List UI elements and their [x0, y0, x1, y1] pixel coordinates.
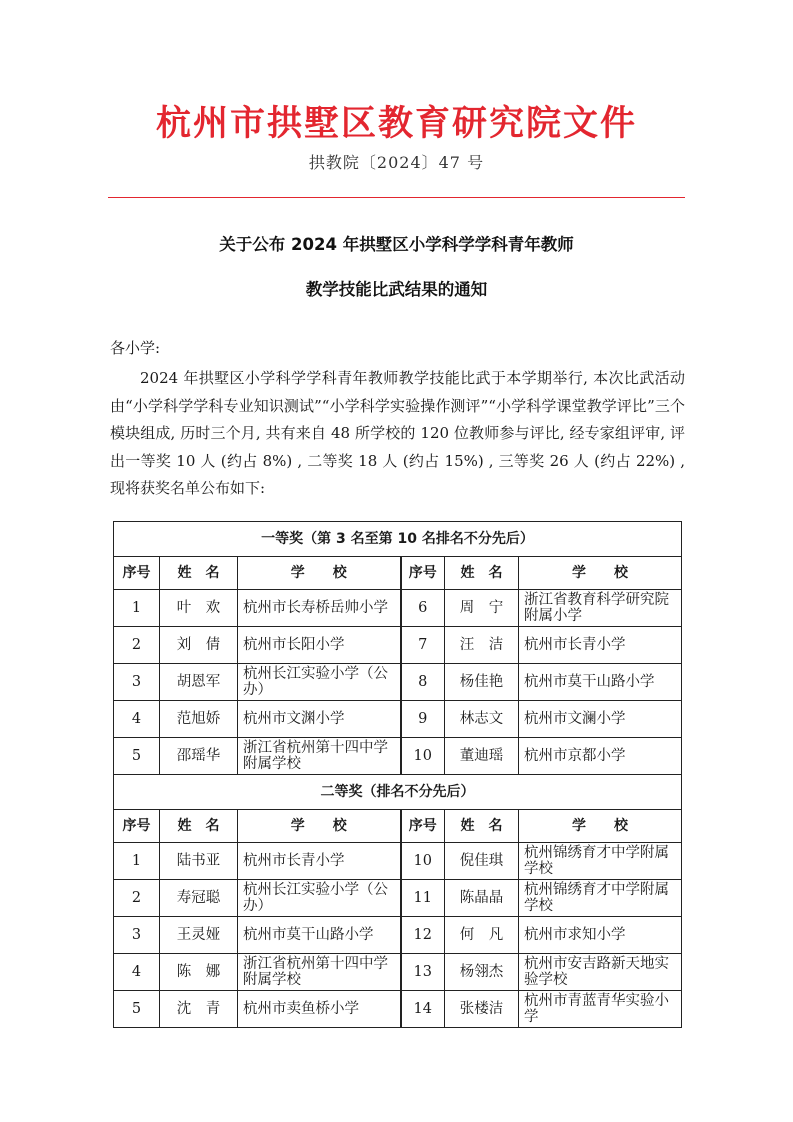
award-list-table: [113, 521, 682, 1028]
school-cell: 杭州市文渊小学: [238, 701, 401, 738]
salutation: 各小学:: [110, 339, 161, 357]
rank-cell: 7: [401, 627, 445, 664]
rank-cell: 10: [401, 843, 445, 880]
school-cell: 杭州长江实验小学（公办）: [238, 880, 401, 917]
school-cell: 杭州市莫干山路小学: [238, 917, 401, 954]
name-cell: 杨翎杰: [445, 954, 519, 991]
rank-cell: 1: [114, 590, 160, 627]
column-header: 序号: [114, 557, 160, 590]
column-header: 序号: [114, 810, 160, 843]
rank-cell: 1: [114, 843, 160, 880]
school-cell: 杭州市卖鱼桥小学: [238, 991, 401, 1028]
award-section-title: 二等奖（排名不分先后）: [114, 775, 682, 810]
table-row: [114, 880, 682, 917]
rank-cell: 11: [401, 880, 445, 917]
award-section-title: 一等奖（第 3 名至第 10 名排名不分先后）: [114, 522, 682, 557]
rank-cell: 9: [401, 701, 445, 738]
name-cell: 汪 洁: [445, 627, 519, 664]
column-header: 学 校: [519, 557, 682, 590]
name-cell: 寿冠聪: [160, 880, 238, 917]
school-cell: 杭州长江实验小学（公办）: [238, 664, 401, 701]
name-cell: 陈晶晶: [445, 880, 519, 917]
notice-title-line-2: 教学技能比武结果的通知: [305, 280, 488, 299]
name-cell: 倪佳琪: [445, 843, 519, 880]
school-cell: 杭州锦绣育才中学附属学校: [519, 880, 682, 917]
name-cell: 董迪瑶: [445, 738, 519, 775]
rank-cell: 10: [401, 738, 445, 775]
rank-cell: 2: [114, 627, 160, 664]
column-header: 姓 名: [160, 810, 238, 843]
table-row: [114, 954, 682, 991]
rank-cell: 13: [401, 954, 445, 991]
table-row: [114, 590, 682, 627]
school-cell: 浙江省杭州第十四中学附属学校: [238, 954, 401, 991]
table-header-row: [114, 557, 682, 590]
name-cell: 邵瑶华: [160, 738, 238, 775]
table-row: [114, 664, 682, 701]
column-header: 学 校: [519, 810, 682, 843]
rank-cell: 3: [114, 664, 160, 701]
rank-cell: 8: [401, 664, 445, 701]
name-cell: 王灵娅: [160, 917, 238, 954]
rank-cell: 12: [401, 917, 445, 954]
school-cell: 杭州市求知小学: [519, 917, 682, 954]
column-header: 学 校: [238, 557, 401, 590]
column-header: 序号: [401, 810, 445, 843]
rank-cell: 5: [114, 738, 160, 775]
name-cell: 沈 青: [160, 991, 238, 1028]
header-divider: [108, 197, 685, 198]
rank-cell: 4: [114, 954, 160, 991]
rank-cell: 2: [114, 880, 160, 917]
school-cell: 杭州市京都小学: [519, 738, 682, 775]
table-row: [114, 627, 682, 664]
column-header: 序号: [401, 557, 445, 590]
table-header-row: [114, 810, 682, 843]
name-cell: 林志文: [445, 701, 519, 738]
school-cell: 杭州市长青小学: [238, 843, 401, 880]
school-cell: 浙江省杭州第十四中学附属学校: [238, 738, 401, 775]
school-cell: 杭州市长阳小学: [238, 627, 401, 664]
name-cell: 陆书亚: [160, 843, 238, 880]
name-cell: 叶 欢: [160, 590, 238, 627]
name-cell: 范旭娇: [160, 701, 238, 738]
rank-cell: 5: [114, 991, 160, 1028]
name-cell: 杨佳艳: [445, 664, 519, 701]
rank-cell: 6: [401, 590, 445, 627]
name-cell: 陈 娜: [160, 954, 238, 991]
school-cell: 杭州市文澜小学: [519, 701, 682, 738]
name-cell: 周 宁: [445, 590, 519, 627]
rank-cell: 3: [114, 917, 160, 954]
award-section-title-row: [114, 522, 682, 557]
table-row: [114, 917, 682, 954]
column-header: 姓 名: [445, 810, 519, 843]
column-header: 姓 名: [160, 557, 238, 590]
table-row: [114, 701, 682, 738]
school-cell: 杭州市安吉路新天地实验学校: [519, 954, 682, 991]
school-cell: 杭州市莫干山路小学: [519, 664, 682, 701]
name-cell: 张楼洁: [445, 991, 519, 1028]
rank-cell: 14: [401, 991, 445, 1028]
name-cell: 何 凡: [445, 917, 519, 954]
school-cell: 杭州市青蓝青华实验小学: [519, 991, 682, 1028]
column-header: 姓 名: [445, 557, 519, 590]
school-cell: 杭州锦绣育才中学附属学校: [519, 843, 682, 880]
school-cell: 杭州市长青小学: [519, 627, 682, 664]
table-row: [114, 843, 682, 880]
document-header-title: 杭州市拱墅区教育研究院文件: [155, 103, 637, 144]
name-cell: 刘 倩: [160, 627, 238, 664]
table-row: [114, 991, 682, 1028]
notice-title-line-1: 关于公布 2024 年拱墅区小学科学学科青年教师: [219, 235, 574, 254]
notice-body-paragraph: 2024 年拱墅区小学科学学科青年教师教学技能比武于本学期举行, 本次比武活动由“小学科学学科专业知识测试”“小学科学实验操作测评”“小学科学课堂教学评比”三个模块组成, 历时三个月, 共有来自 48 所学校的 120 位教师参与评比, 经专家组评审, 评出一等奖 10 人 (约占 8%) , 二等奖 18 人 (约占 15%) , 三等奖 26 人 (约占 22%) , 现将获奖名单公布如下:: [110, 369, 685, 497]
document-number: 拱教院〔2024〕47 号: [308, 153, 485, 172]
column-header: 学 校: [238, 810, 401, 843]
rank-cell: 4: [114, 701, 160, 738]
school-cell: 浙江省教育科学研究院附属小学: [519, 590, 682, 627]
award-section-title-row: [114, 775, 682, 810]
table-row: [114, 738, 682, 775]
name-cell: 胡恩军: [160, 664, 238, 701]
school-cell: 杭州市长寿桥岳帅小学: [238, 590, 401, 627]
